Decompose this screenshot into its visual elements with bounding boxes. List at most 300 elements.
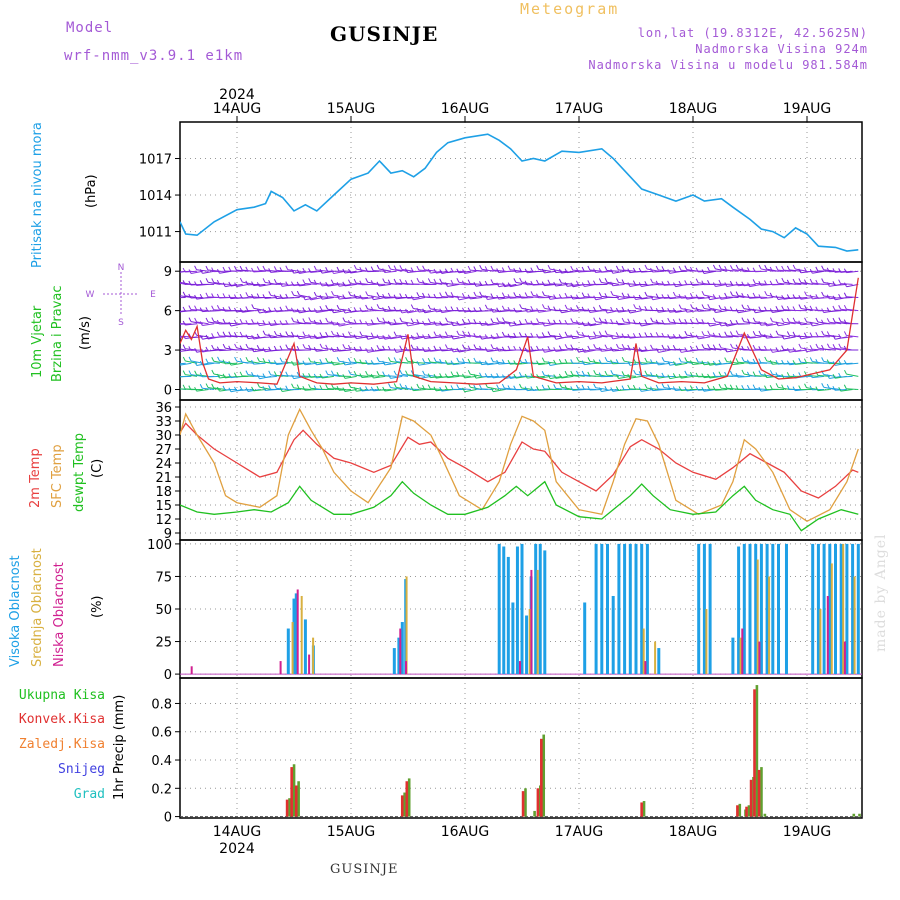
wind-barb-flag — [212, 357, 214, 361]
temp-label-2m: 2m Temp — [28, 448, 43, 508]
wind-barb-flag — [525, 308, 527, 312]
wind-barb-flag — [223, 319, 225, 323]
wind-barb-flag — [348, 280, 350, 284]
wind-barb — [584, 336, 596, 337]
y-tick-label: 0.6 — [151, 725, 172, 741]
high-cloud-bar — [543, 550, 546, 674]
y-tick-label: 36 — [155, 401, 172, 416]
bottom-date-label: 17AUG — [554, 824, 604, 840]
low-cloud-bar — [308, 655, 310, 675]
wind-barb-flag — [776, 279, 778, 283]
wind-barb-flag — [548, 331, 550, 335]
wind-barb-flag — [765, 357, 767, 361]
wind-barb-flag — [611, 370, 613, 374]
wind-barb-flag — [605, 357, 607, 361]
wind-barb — [407, 350, 419, 351]
model-elevation-label: Nadmorska Visina u modelu 981.584m — [588, 58, 868, 72]
wind-barb-flag — [742, 318, 744, 322]
wind-barb — [316, 350, 328, 351]
wind-barb-flag — [656, 332, 658, 336]
wind-barb-flag — [822, 357, 824, 361]
wind-barb-flag — [719, 372, 721, 376]
conv-precip-bar — [750, 780, 753, 817]
footer-location: GUSINJE — [330, 862, 399, 877]
wind-barb-flag — [793, 279, 795, 283]
wind-barb-flag — [286, 266, 288, 270]
wind-barb — [584, 363, 596, 364]
wind-barb — [841, 284, 853, 285]
wind-barb — [333, 324, 345, 325]
conv-precip-bar — [745, 807, 748, 817]
wind-barb-flag — [576, 385, 578, 389]
wind-barb-flag — [400, 265, 402, 269]
wind-barb-flag — [366, 371, 368, 375]
wind-barb-flag — [480, 281, 482, 285]
wind-barb-flag — [708, 267, 710, 271]
wind-barb-flag — [349, 370, 351, 374]
wind-barb-flag — [172, 373, 174, 377]
wind-barb-flag — [206, 359, 208, 363]
wind-barb-flag — [240, 266, 242, 270]
wind-barb-flag — [822, 266, 824, 270]
wind-barb-flag — [189, 371, 191, 375]
wind-barb-flag — [719, 344, 721, 348]
wind-barb — [539, 322, 551, 323]
wind-barb-flag — [514, 278, 516, 282]
wind-barb-flag — [388, 293, 390, 297]
y-tick-label: 9 — [163, 265, 172, 281]
wind-barb-flag — [468, 280, 470, 284]
panel-frame — [180, 122, 862, 262]
wind-barb-flag — [274, 346, 276, 350]
wind-barb-flag — [434, 279, 436, 283]
wind-barb-flag — [411, 305, 413, 309]
wind-barb-flag — [673, 292, 675, 296]
wind-barb — [812, 349, 824, 350]
temp-label-dewpt: dewpt Temp — [72, 432, 87, 512]
wind-barb — [265, 376, 277, 377]
wind-barb-flag — [542, 358, 544, 362]
high-cloud-bar — [635, 544, 638, 674]
wind-barb-flag — [177, 385, 179, 389]
wind-barb-flag — [183, 357, 185, 361]
wind-barb-flag — [571, 266, 573, 270]
wind-barb — [225, 363, 237, 364]
wind-barb-flag — [360, 267, 362, 271]
wind-barb-flag — [668, 318, 670, 322]
wind-barb-flag — [377, 304, 379, 308]
wind-barb — [476, 270, 488, 271]
wind-barb — [755, 283, 767, 284]
wind-barb — [658, 389, 670, 390]
cloud-label-high: Visoka Oblacnost — [8, 555, 23, 667]
precip-label-total: Ukupna Kisa — [18, 688, 105, 703]
wind-barb-flag — [776, 383, 778, 387]
wind-barb-flag — [166, 374, 168, 378]
wind-barb-flag — [406, 357, 408, 361]
wind-barb-flag — [611, 291, 613, 295]
wind-barb-flag — [457, 384, 459, 388]
y-tick-label: 18 — [155, 485, 172, 500]
wind-barb-flag — [622, 371, 624, 375]
wind-barb — [806, 363, 818, 364]
wind-barb-flag — [839, 280, 841, 284]
conv-precip-bar — [753, 689, 756, 816]
conv-precip-bar — [286, 800, 289, 817]
mid-cloud-bar — [292, 622, 294, 674]
low-cloud-bar — [191, 666, 193, 674]
high-cloud-bar — [731, 638, 734, 674]
wind-barb-flag — [480, 385, 482, 389]
wind-barb-flag — [183, 371, 185, 375]
wind-barb-flag — [212, 370, 214, 374]
wind-barb-flag — [753, 331, 755, 335]
wind-barb-flag — [166, 293, 168, 297]
wind-barb — [242, 376, 254, 377]
high-cloud-bar — [857, 544, 860, 674]
wind-barb-flag — [770, 370, 772, 374]
high-cloud-bar — [709, 544, 712, 674]
wind-barb-flag — [400, 293, 402, 297]
wind-barb-flag — [240, 319, 242, 323]
wind-barb-flag — [212, 345, 214, 349]
wind-barb — [841, 376, 853, 377]
high-cloud-bar — [502, 547, 505, 675]
wind-barb-flag — [560, 383, 562, 387]
wind-barb-flag — [457, 358, 459, 362]
wind-barb — [271, 271, 283, 272]
wind-barb-flag — [622, 318, 624, 322]
wind-barb — [316, 296, 328, 297]
page-title: GUSINJE — [330, 22, 439, 46]
high-cloud-bar — [498, 544, 501, 674]
wind-barb-flag — [582, 267, 584, 271]
wind-barb-flag — [679, 305, 681, 309]
high-cloud-bar — [600, 544, 603, 674]
wind-barb — [288, 297, 300, 298]
wind-barb-flag — [793, 318, 795, 322]
wind-barb-flag — [377, 345, 379, 349]
wind-barb-flag — [172, 344, 174, 348]
meteogram-label: Meteogram — [520, 0, 620, 18]
wind-barb-flag — [519, 332, 521, 336]
wind-barb — [413, 362, 425, 363]
wind-barb-flag — [309, 384, 311, 388]
high-cloud-bar — [393, 648, 396, 674]
wind-barb-flag — [542, 371, 544, 375]
wind-barb-flag — [799, 344, 801, 348]
wind-barb-flag — [314, 266, 316, 270]
wind-barb-flag — [491, 279, 493, 283]
wind-barb — [208, 350, 220, 351]
wind-barb-flag — [804, 305, 806, 309]
wind-barb — [698, 271, 710, 272]
wind-barb-flag — [616, 332, 618, 336]
y-tick-label: 3 — [163, 344, 172, 360]
high-cloud-bar — [525, 616, 528, 675]
y-tick-label: 25 — [155, 635, 172, 651]
wind-barb-flag — [309, 358, 311, 362]
wind-barb-flag — [457, 331, 459, 335]
wind-barb-flag — [599, 331, 601, 335]
wind-barb-flag — [725, 293, 727, 297]
bottom-date-label: 19AUG — [782, 824, 832, 840]
low-cloud-bar — [405, 661, 407, 674]
wind-barb-flag — [428, 385, 430, 389]
y-tick-label: 0.8 — [151, 697, 172, 713]
wind-barb-flag — [662, 266, 664, 270]
high-cloud-bar — [771, 544, 774, 674]
wind-barb-flag — [337, 267, 339, 271]
total-precip-bar — [853, 814, 856, 817]
wind-barb-flag — [388, 306, 390, 310]
high-cloud-bar — [749, 544, 752, 674]
wind-barb — [271, 337, 283, 338]
wind-barb — [504, 297, 516, 298]
wind-barb-flag — [252, 304, 254, 308]
wind-barb-flag — [223, 267, 225, 271]
wind-barb-flag — [212, 318, 214, 322]
wind-barb-flag — [172, 384, 174, 388]
mid-cloud-bar — [831, 563, 833, 674]
wind-barb-flag — [417, 266, 419, 270]
wind-barb-flag — [690, 385, 692, 389]
wind-barb-flag — [394, 383, 396, 387]
wind-barb-flag — [782, 266, 784, 270]
precip-label-conv: Konvek.Kisa — [18, 712, 105, 727]
high-cloud-bar — [507, 557, 510, 674]
wind-barb-flag — [383, 318, 385, 322]
wind-barb-flag — [343, 318, 345, 322]
wind-barb-flag — [576, 371, 578, 375]
wind-barb-flag — [565, 305, 567, 309]
wind-barb-flag — [520, 304, 522, 308]
wind-barb-flag — [793, 265, 795, 269]
wind-barb-flag — [474, 319, 476, 323]
wind-barb-flag — [787, 266, 789, 270]
wind-barb-flag — [445, 332, 447, 336]
wind-barb-flag — [736, 331, 738, 335]
wind-barb-flag — [377, 265, 379, 269]
wind-barb-flag — [234, 308, 236, 312]
wind-barb — [812, 376, 824, 377]
top-date-label: 16AUG — [440, 101, 490, 117]
wind-barb-flag — [833, 344, 835, 348]
wind-barb-flag — [765, 346, 767, 350]
wind-barb-flag — [787, 332, 789, 336]
wind-barb-flag — [782, 306, 784, 310]
wind-barb-flag — [246, 306, 248, 310]
wind-barb-flag — [212, 333, 214, 337]
wind-barb-flag — [400, 318, 402, 322]
wind-barb-flag — [622, 344, 624, 348]
y-tick-label: 1014 — [138, 189, 172, 205]
y-tick-label: 0.4 — [151, 754, 172, 770]
mid-cloud-bar — [312, 638, 314, 674]
wind-barb-flag — [594, 359, 596, 363]
wind-barb-flag — [206, 278, 208, 282]
wind-barb-flag — [474, 344, 476, 348]
conv-precip-bar — [640, 802, 643, 816]
wind-barb-flag — [559, 346, 561, 350]
total-precip-bar — [858, 814, 861, 817]
wind-barb-flag — [428, 358, 430, 362]
wind-barb-flag — [816, 332, 818, 336]
wind-barb-flag — [554, 295, 556, 299]
wind-barb-flag — [440, 292, 442, 296]
wind-barb-flag — [423, 358, 425, 362]
wind-barb-flag — [229, 267, 231, 271]
wind-barb-flag — [240, 278, 242, 282]
wind-barb-flag — [195, 266, 197, 270]
mid-cloud-bar — [768, 576, 770, 674]
wind-barb-flag — [297, 291, 299, 295]
conv-precip-bar — [295, 785, 298, 816]
wind-barb — [772, 284, 784, 285]
wind-barb-flag — [793, 332, 795, 336]
wind-barb-flag — [736, 265, 738, 269]
wind-barb-flag — [690, 293, 692, 297]
wind-barb-flag — [234, 387, 236, 391]
wind-barb-flag — [320, 385, 322, 389]
wind-barb-flag — [172, 360, 174, 364]
wind-barb-flag — [753, 345, 755, 349]
wind-barb-flag — [423, 371, 425, 375]
wind-barb-flag — [217, 305, 219, 309]
wind-barb-flag — [787, 372, 789, 376]
wind-barb-flag — [690, 319, 692, 323]
wind-barb-flag — [445, 318, 447, 322]
wind-barb-flag — [582, 385, 584, 389]
wind-barb-flag — [525, 293, 527, 297]
wind-barb-flag — [206, 266, 208, 270]
wind-barb-flag — [400, 370, 402, 374]
wind-barb-flag — [337, 357, 339, 361]
wind-barb-flag — [383, 372, 385, 376]
wind-barb-flag — [844, 305, 846, 309]
wind-barb — [635, 362, 647, 363]
total-precip-bar — [760, 767, 763, 816]
y-tick-label: 24 — [155, 457, 172, 472]
y-tick-label: 12 — [155, 513, 172, 528]
wind-barb-flag — [371, 320, 373, 324]
wind-barb-flag — [223, 344, 225, 348]
wind-barb-flag — [816, 294, 818, 298]
wind-barb-flag — [451, 307, 453, 311]
wind-barb-flag — [189, 357, 191, 361]
wind-barb-flag — [497, 333, 499, 337]
wind-barb-flag — [166, 282, 168, 286]
wind-barb-flag — [822, 279, 824, 283]
y-tick-label: 1011 — [138, 225, 172, 241]
wind-barb-flag — [799, 386, 801, 390]
total-precip-bar — [408, 778, 411, 816]
wind-barb-flag — [628, 385, 630, 389]
wind-barb-flag — [839, 305, 841, 309]
mid-cloud-bar — [537, 570, 539, 674]
wind-barb-flag — [320, 344, 322, 348]
mid-cloud-bar — [301, 596, 303, 674]
wind-barb-flag — [599, 292, 601, 296]
dewpoint-line — [180, 482, 858, 531]
wind-barb-flag — [246, 371, 248, 375]
wind-barb-flag — [497, 385, 499, 389]
high-cloud-bar — [777, 544, 780, 674]
conv-precip-bar — [522, 791, 525, 816]
wind-barb-flag — [776, 331, 778, 335]
wind-barb-flag — [400, 384, 402, 388]
wind-barb — [692, 363, 704, 364]
wind-barb-flag — [708, 385, 710, 389]
wind-barb-flag — [747, 385, 749, 389]
wind-barb — [573, 270, 585, 271]
compass-w: W — [85, 290, 95, 300]
high-cloud-bar — [823, 544, 826, 674]
wind-barb-flag — [662, 357, 664, 361]
wind-barb-flag — [246, 292, 248, 296]
high-cloud-bar — [521, 544, 524, 674]
wind-barb-flag — [172, 294, 174, 298]
wind-barb-flag — [571, 318, 573, 322]
wind-barb-flag — [428, 305, 430, 309]
wind-barb-flag — [274, 331, 276, 335]
wind-barb-flag — [354, 319, 356, 323]
mid-cloud-bar — [854, 576, 856, 674]
wind-barb — [527, 323, 539, 324]
wind-barb-flag — [343, 344, 345, 348]
wind-barb-flag — [474, 358, 476, 362]
wind-barb-flag — [816, 267, 818, 271]
wind-barb-flag — [776, 306, 778, 310]
wind-barb-flag — [844, 385, 846, 389]
temp2m-line — [180, 423, 858, 498]
wind-barb-flag — [673, 345, 675, 349]
wind-barb-flag — [656, 385, 658, 389]
high-cloud-bar — [606, 544, 609, 674]
wind-barb-flag — [656, 320, 658, 324]
wind-barb — [168, 284, 180, 285]
wind-barb-flag — [480, 265, 482, 269]
wind-barb-flag — [594, 332, 596, 336]
high-cloud-bar — [583, 602, 586, 674]
pressure-label: Pritisak na nivou mora — [30, 122, 45, 268]
top-date-label: 17AUG — [554, 101, 604, 117]
wind-barb-flag — [195, 318, 197, 322]
wind-barb-flag — [195, 371, 197, 375]
wind-barb — [242, 297, 254, 298]
high-cloud-bar — [304, 619, 307, 674]
wind-barb-flag — [508, 266, 510, 270]
y-tick-label: 0.2 — [151, 782, 172, 798]
wind-barb-flag — [605, 266, 607, 270]
wind-barb-flag — [360, 332, 362, 336]
wind-barb-flag — [411, 319, 413, 323]
total-precip-bar — [533, 811, 536, 817]
wind-barb-flag — [685, 280, 687, 284]
wind-barb-flag — [508, 346, 510, 350]
wind-barb-flag — [719, 265, 721, 269]
wind-barb-flag — [326, 371, 328, 375]
wind-barb-flag — [366, 291, 368, 295]
wind-barb-flag — [349, 291, 351, 295]
wind-barb-flag — [360, 320, 362, 324]
wind-barb — [601, 350, 613, 351]
wind-barb-flag — [172, 320, 174, 324]
wind-barb-flag — [217, 332, 219, 336]
wind-barb — [624, 283, 636, 284]
wind-barb-flag — [200, 384, 202, 388]
wind-barb-flag — [702, 331, 704, 335]
